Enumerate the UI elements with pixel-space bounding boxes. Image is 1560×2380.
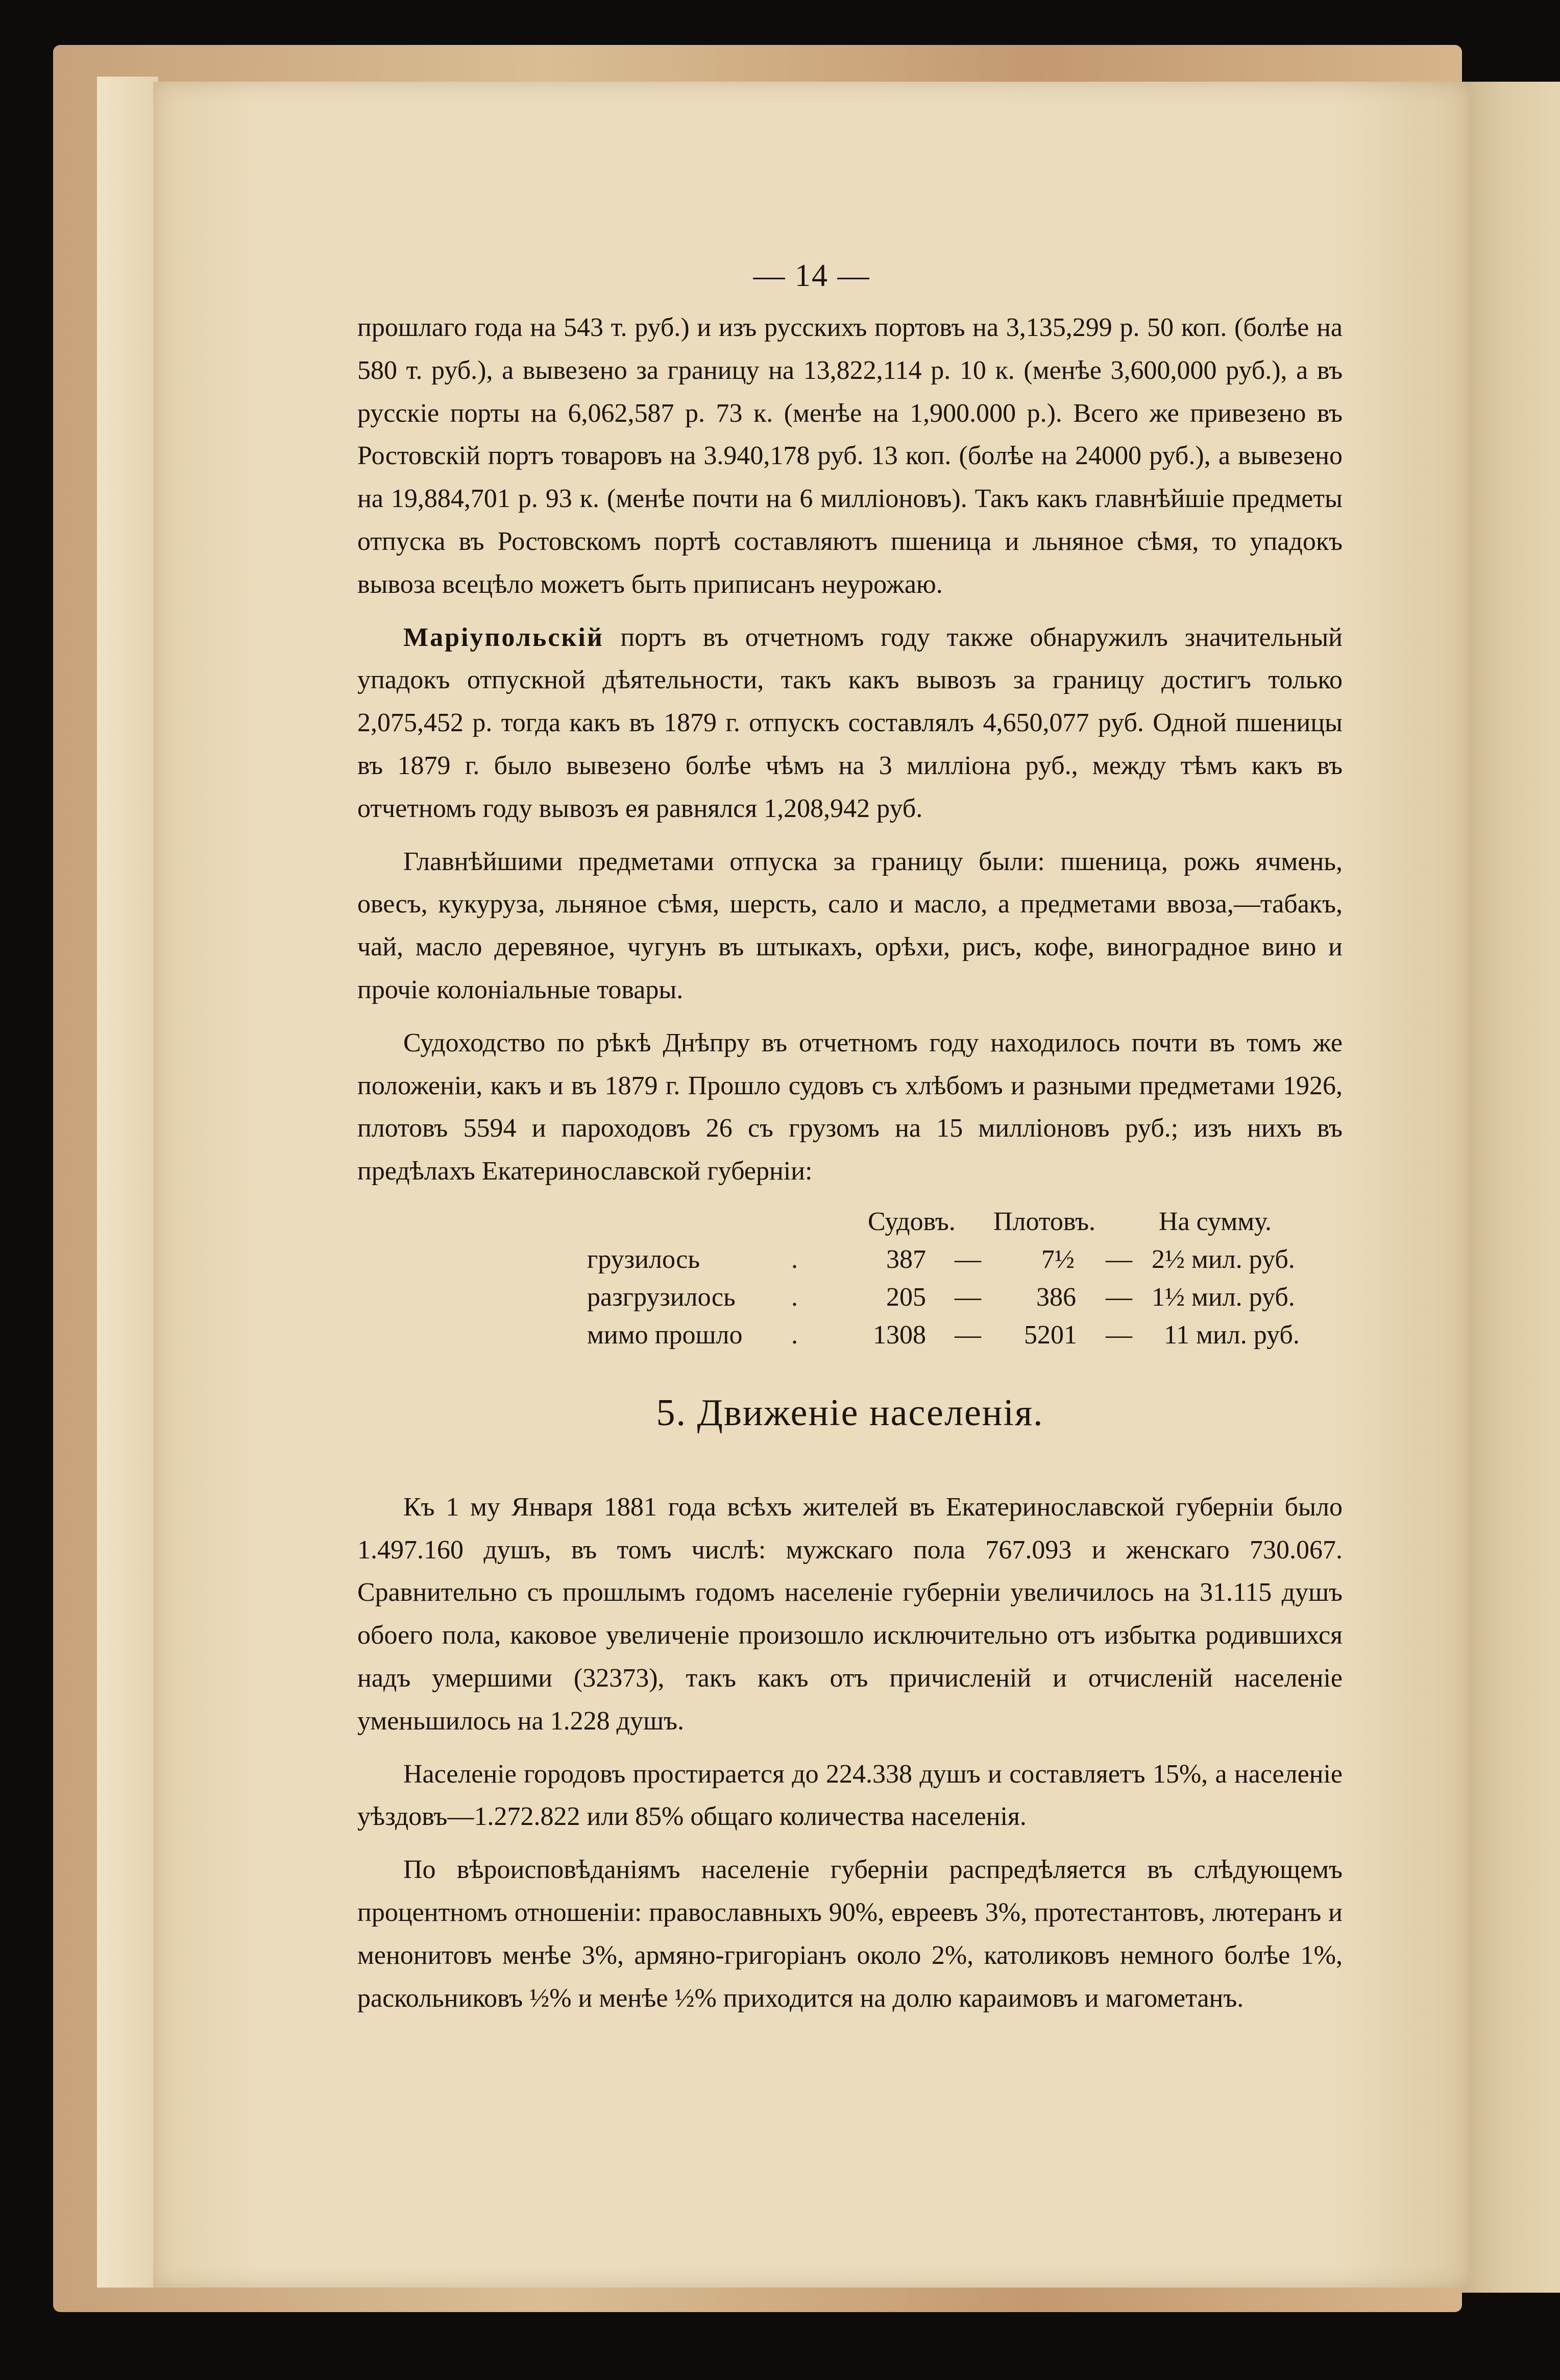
table-cell-sum: 1½ мил. руб. xyxy=(1152,1282,1295,1312)
paragraph-population-religion: По вѣроисповѣданіямъ населеніе губерніи распредѣляется въ слѣдующемъ процентномъ отношеніи: православныхъ 90%, евреевъ 3%, протестантовъ, лютеранъ и менонитовъ менѣе 3%, армяно-григоріанъ около 2%, католиковъ немного болѣе 1%, раскольниковъ ½% и менѣе ½% приходится на долю караимовъ и магометанъ. xyxy=(357,1855,1343,2013)
table-cell-sum: 2½ мил. руб. xyxy=(1152,1244,1295,1274)
table-cell-dash: — xyxy=(1106,1244,1132,1274)
table-row-label: грузилось xyxy=(587,1244,700,1274)
paragraph-ports: прошлаго года на 543 т. руб.) и изъ русскихъ портовъ на 3,135,299 р. 50 коп. (болѣе на 580 т. руб.), а вывезено за границу на 13,822,114 р. 10 к. (менѣе 3,600,000 руб.), а въ русскіе порты на 6,062,587 р. 73 к. (менѣе на 1,900.000 р.). Всего же привезено въ Ростовскій портъ товаровъ на 3.940,178 руб. 13 коп. (болѣе на 24000 руб.), а вывезено на 19,884,701 р. 93 к. (менѣе почти на 6 милліоновъ). Такъ какъ главнѣйшіе предметы отпуска въ Ростовскомъ портѣ составляютъ пшеница и льняное сѣмя, то упадокъ вывоза всецѣло можетъ быть приписанъ неурожаю. xyxy=(357,313,1343,599)
document-page xyxy=(153,82,1470,2288)
paragraph-mariupol xyxy=(357,616,1343,830)
table-header-sum: На сумму. xyxy=(1159,1207,1272,1236)
table-row-dots: . xyxy=(791,1320,798,1350)
table-cell-dash: — xyxy=(955,1282,981,1312)
mariupol-rest: портъ въ отчетномъ году также обнаружилъ значительный упадокъ отпускной дѣятельности, такъ какъ вывозъ за границу достигъ только 2,075,452 р. тогда какъ въ 1879 г. отпускъ составлялъ 4,650,077 руб. Одной пшеницы въ 1879 г. было вывезено болѣе чѣмъ на 3 милліона руб., между тѣмъ какъ въ отчетномъ году вывозъ ея равнялся 1,208,942 руб. xyxy=(357,622,1343,823)
table-cell-rafts: 386 xyxy=(1036,1282,1076,1312)
paragraph-population-total: Къ 1 му Января 1881 года всѣхъ жителей въ Екатеринославской губерніи было 1.497.160 душъ, въ томъ числѣ: мужскаго пола 767.093 и женскаго 730.067. Сравнительно съ прошлымъ годомъ населеніе губерніи увеличилось на 31.115 душъ обоего пола, каковое увеличеніе произошло исключительно отъ избытка родившихся надъ умершими (32373), такъ какъ отъ причисленій и отчисленій населеніе уменьшилось на 1.228 душъ. xyxy=(357,1492,1343,1736)
table-cell-dash: — xyxy=(1106,1320,1132,1350)
paragraph-dnieper: Судоходство по рѣкѣ Днѣпру въ отчетномъ году находилось почти въ томъ же положеніи, какъ и въ 1879 г. Прошло судовъ съ хлѣбомъ и разными предметами 1926, плотовъ 5594 и пароходовъ 26 съ грузомъ на 15 милліоновъ руб.; изъ нихъ въ предѣлахъ Екатеринославской губерніи: xyxy=(357,1028,1343,1186)
paragraph-goods: Главнѣйшими предметами отпуска за границу были: пшеница, рожь ячмень, овесъ, кукуруза, льняное сѣмя, шерсть, сало и масло, а предметами ввоза,—табакъ, чай, масло деревяное, чугунъ въ штыкахъ, орѣхи, рисъ, кофе, виноградное вино и прочіе колоніальные товары. xyxy=(357,847,1343,1004)
page-edges xyxy=(97,77,158,2288)
table-cell-sum: 11 мил. руб. xyxy=(1164,1320,1300,1350)
table-cell-rafts: 5201 xyxy=(1024,1320,1077,1350)
adjacent-page-edge xyxy=(1460,82,1560,2293)
table-cell-dash: — xyxy=(1106,1282,1132,1312)
table-header-rafts: Плотовъ. xyxy=(993,1207,1096,1236)
table-row-dots: . xyxy=(791,1244,798,1274)
table-cell-dash: — xyxy=(955,1320,981,1350)
table-cell-boats: 387 xyxy=(886,1244,926,1274)
text-column xyxy=(357,306,1343,2030)
shipping-table xyxy=(357,1203,1343,1356)
mariupol-lead: Маріупольскій xyxy=(403,622,604,652)
section-heading: 5. Движеніе населенія. xyxy=(656,1391,1044,1434)
table-row-label: мимо прошло xyxy=(587,1320,743,1350)
table-cell-boats: 205 xyxy=(886,1282,926,1312)
table-header-boats: Судовъ. xyxy=(868,1207,956,1236)
table-cell-rafts: 7½ xyxy=(1041,1244,1075,1274)
table-cell-boats: 1308 xyxy=(873,1320,926,1350)
table-row-dots: . xyxy=(791,1282,798,1312)
table-row-label: разгрузилось xyxy=(587,1282,736,1312)
paragraph-population-towns: Населеніе городовъ простирается до 224.338 душъ и составляетъ 15%, а населеніе уѣздовъ—1.272.822 или 85% общаго количества населенія. xyxy=(357,1759,1343,1832)
page-number: — 14 — xyxy=(753,258,870,293)
table-cell-dash: — xyxy=(955,1244,981,1274)
